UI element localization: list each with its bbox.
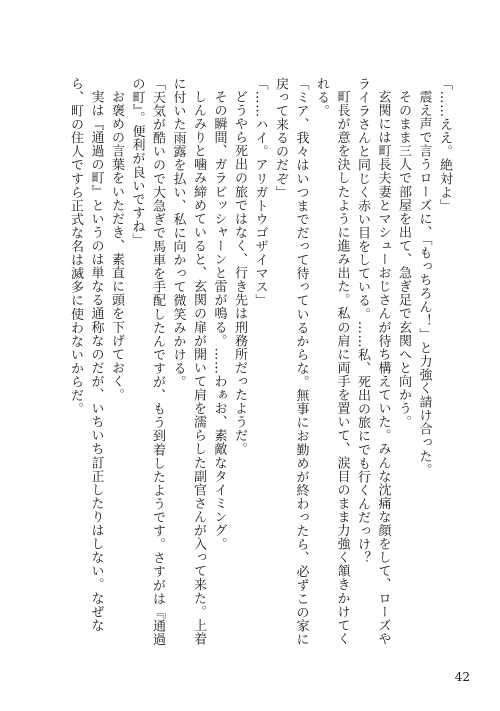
vertical-text-body — [64, 77, 454, 647]
paragraph: その瞬間、ガラピッシャーンと雷が鳴る。……わぁお、素敵なタイミング。 — [211, 90, 227, 551]
paragraph: お褒めの言葉をいただき、素直に頭を下げておく。 — [109, 90, 124, 402]
paragraph: 玄関には町長夫妻とマシューおじさんが待ち構えていた。みんな沈痛な顔をして、ローズやライラさんと同じく赤い目をしている。……私、死出の旅にでも行くんだっけ？ — [355, 77, 391, 646]
paragraph: 震え声で言うローズに、「もっちろん！」と力強く請け合った。 — [416, 90, 432, 477]
paragraph: 町長が意を決したように進み出た。私の肩に両手を置いて、涙目のまま力強く頷きかけてくれる。 — [314, 77, 350, 646]
paragraph: 「天気が酷いので大急ぎで馬車を手配したんですが、もう到着したようです。さすがは『通過の町』。便利が良いですね」 — [129, 77, 165, 647]
paragraph: 「……ええ。絶対よ」 — [437, 77, 452, 213]
paragraph: どうやら死出の旅ではなく、行き先は刑務所だったようだ。 — [232, 90, 247, 456]
paragraph: 「ミア、我々はいつまでだって待っているからな。無事にお勤めが終わったら、必ずこの家に戻って来るのだぞ」 — [273, 77, 309, 647]
paragraph: 実は『通過の町』というのは単なる通称なのだが、いちいち訂正したりはしない。なぜなら、町の住人ですら正式な名は滅多に使わないからだ。 — [68, 77, 104, 632]
paragraph: しんみりと噛み締めていると、玄関の扉が開いて肩を濡らした副官さんが入って来た。上着に付いた雨露を払い、私に向かって微笑みかける。 — [170, 77, 206, 646]
paragraph: 「……ハイ。アリガトウゴザイマス」 — [252, 77, 268, 308]
page-number: 42 — [454, 670, 470, 684]
paragraph: そのまま三人で部屋を出て、急ぎ足で玄関へと向かう。 — [396, 90, 411, 429]
